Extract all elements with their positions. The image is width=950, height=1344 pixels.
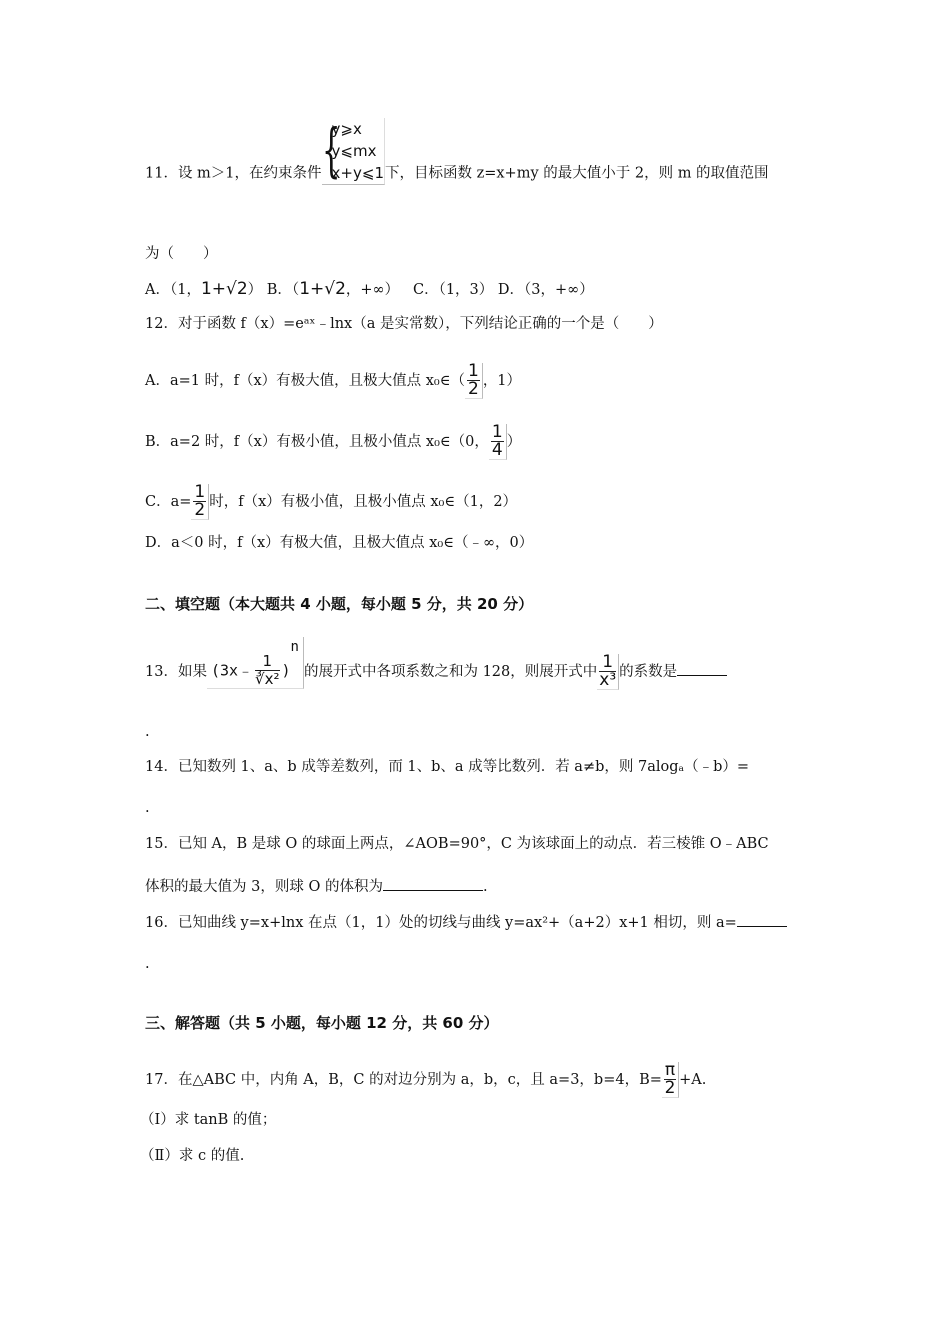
q11-opt-b-pre: B．（ — [266, 282, 300, 298]
q11-opt-d: D．（3，+∞） — [497, 282, 594, 298]
q13-expr-right: ) — [281, 661, 291, 680]
q11-pre: 11．设 m＞1，在约束条件 — [145, 165, 322, 182]
q11-line2: 为（ ） — [145, 246, 218, 262]
q12-b-pre: B．a=2 时，f（x）有极小值，且极小值点 x₀∈（0， — [145, 434, 489, 450]
q11-opt-c: C．（1，3） — [412, 282, 494, 298]
q12-c-post: 时，f（x）有极小值，且极小值点 x₀∈（1，2） — [209, 494, 518, 510]
q17-pre: 17．在△ABC 中，内角 A，B，C 的对边分别为 a，b，c，且 a=3，b=4，B= — [145, 1072, 662, 1088]
q17-fraction — [662, 1062, 679, 1098]
q11-opt-b-val: 1+√2 — [299, 279, 346, 299]
q11-post: 下，目标函数 z=x+my 的最大值小于 2，则 m 的取值范围 — [384, 165, 769, 182]
q11-opt-a-post: ） — [247, 282, 263, 298]
q11-opt-a-val: 1+√2 — [200, 279, 248, 299]
q16-end: . — [145, 956, 150, 972]
q14-end: . — [145, 800, 150, 816]
q17-part1: （I）求 tanB 的值； — [140, 1112, 277, 1128]
q13-expr-left: (3x﹣ — [210, 661, 254, 680]
q15-line2-pre: 体积的最大值为 3，则球 O 的体积为 — [145, 879, 383, 895]
q14-line: 14．已知数列 1、a、b 成等差数列，而 1、b、a 成等比数列．若 a≠b，则 7alogₐ（﹣b）= — [145, 759, 750, 775]
q15-line1: 15．已知 A，B 是球 O 的球面上两点，∠AOB=90°，C 为该球面上的动点．若三棱锥 O﹣ABC — [145, 836, 769, 852]
q17-frac-num: π — [664, 1060, 676, 1080]
q12-a-post: ，1） — [482, 373, 522, 389]
q12-option-c — [145, 484, 517, 520]
q11-cond2: y⩽mx — [331, 142, 377, 160]
q13-pre: 13．如果 — [145, 664, 207, 680]
q17-line — [145, 1062, 706, 1098]
q13-expression — [207, 637, 304, 689]
q13-expr-exp: n — [290, 639, 299, 655]
q12-a-num: 1 — [467, 361, 479, 381]
q16-text: 16．已知曲线 y=x+lnx 在点（1，1）处的切线与曲线 y=ax²+（a+2）x+1 相切，则 a= — [145, 915, 737, 931]
q11-cond3: x+y⩽1 — [331, 164, 384, 182]
q13-expr-den: ∛x² — [255, 670, 280, 688]
q11-line1 — [145, 116, 769, 185]
q13-frac-den: x³ — [599, 670, 617, 690]
q12-c-fraction — [191, 484, 209, 520]
left-brace-icon: { — [321, 116, 340, 184]
q12-a-pre: A．a=1 时，f（x）有极大值，且极大值点 x₀∈（ — [145, 373, 465, 389]
q17-post: +A. — [679, 1072, 707, 1088]
q12-b-num: 1 — [491, 422, 503, 442]
q13-answer-blank[interactable] — [677, 661, 727, 676]
q12-b-post: ） — [506, 434, 522, 450]
section-2-title: 二、填空题（本大题共 4 小题，每小题 5 分，共 20 分） — [145, 595, 534, 613]
q16-answer-blank[interactable] — [737, 912, 787, 927]
q12-option-d: D．a＜0 时，f（x）有极大值，且极大值点 x₀∈（﹣∞，0） — [145, 535, 534, 551]
q12-option-b — [145, 424, 521, 460]
q13-fraction — [597, 654, 619, 690]
q12-b-den: 4 — [491, 440, 503, 460]
q12-stem: 12．对于函数 f（x）=eᵃˣ﹣lnx（a 是实常数），下列结论正确的一个是（ ） — [145, 316, 663, 332]
q12-option-a — [145, 363, 521, 399]
section-3-title: 三、解答题（共 5 小题，每小题 12 分，共 60 分） — [145, 1014, 499, 1032]
q11-options — [145, 279, 594, 300]
q12-a-fraction — [465, 363, 483, 399]
q13-frac-num: 1 — [599, 654, 616, 672]
q13-expr-fraction — [253, 653, 281, 688]
q15-answer-blank[interactable] — [383, 876, 483, 891]
q12-c-num: 1 — [194, 482, 206, 502]
q13-line1 — [145, 639, 727, 690]
q12-c-den: 2 — [194, 500, 206, 520]
q16-line — [145, 912, 787, 933]
q15-line2-post: . — [482, 879, 488, 895]
q11-cond1: y⩾x — [331, 120, 362, 138]
q12-b-fraction — [489, 424, 507, 460]
q17-frac-den: 2 — [664, 1078, 676, 1098]
q13-expr-num: 1 — [255, 653, 279, 671]
q12-a-den: 2 — [467, 379, 479, 399]
q13-mid: 的展开式中各项系数之和为 128，则展开式中 — [303, 664, 598, 680]
q11-constraint-system — [322, 118, 385, 185]
q13-post: 的系数是 — [619, 664, 678, 680]
q11-opt-a-pre: A．（1， — [145, 282, 201, 298]
q13-end: . — [145, 724, 150, 740]
q17-part2: （Ⅱ）求 c 的值. — [140, 1148, 245, 1164]
q12-c-pre: C．a= — [145, 494, 192, 510]
q11-opt-b-post: ，+∞） — [345, 282, 400, 298]
q15-line2 — [145, 876, 488, 897]
